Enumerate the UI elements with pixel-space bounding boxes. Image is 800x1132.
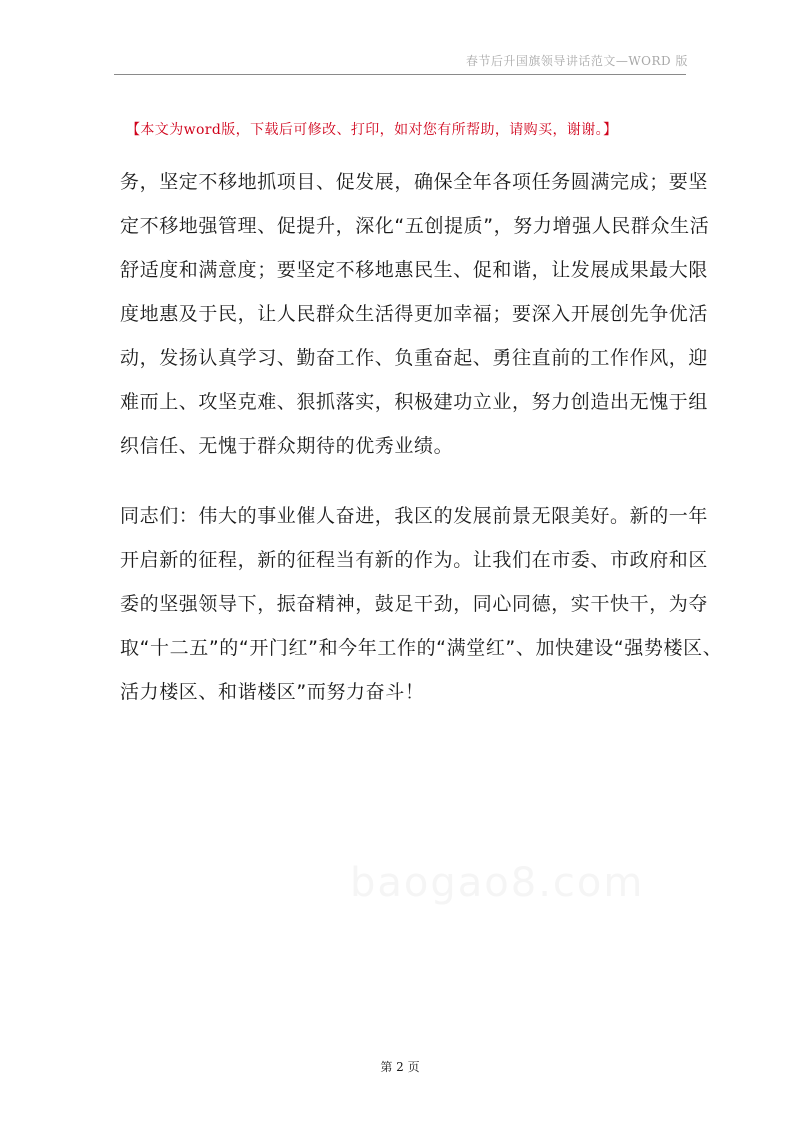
- site-watermark: baogao8.com: [350, 860, 645, 906]
- body-paragraph-2: [120, 494, 723, 714]
- paragraph-line: 务，坚定不移地抓项目、促发展，确保全年各项任务圆满完成；要坚: [120, 171, 709, 193]
- header-divider: [114, 74, 686, 75]
- page-number: 第 2 页: [380, 1060, 420, 1074]
- paragraph-line: 定不移地强管理、促提升，深化“五创提质”，努力增强人民群众生活: [120, 215, 710, 237]
- paragraph-line: 取“十二五”的“开门红”和今年工作的“满堂红”、加快建设“强势楼区、: [120, 637, 723, 659]
- paragraph-line: 同志们：伟大的事业催人奋进，我区的发展前景无限美好。新的一年: [120, 505, 709, 527]
- purchase-notice: 【本文为word版，下载后可修改、打印，如对您有所帮助，请购买，谢谢。】: [126, 122, 618, 138]
- paragraph-line: 活力楼区、和谐楼区”而努力奋斗！: [120, 681, 425, 703]
- paragraph-line: 动，发扬认真学习、勤奋工作、负重奋起、勇往直前的工作作风，迎: [120, 347, 709, 369]
- document-header-title: 春节后升国旗领导讲话范文—WORD 版: [465, 54, 688, 68]
- body-paragraph-1: [120, 160, 710, 468]
- paragraph-line: 织信任、无愧于群众期待的优秀业绩。: [120, 435, 454, 457]
- paragraph-line: 舒适度和满意度；要坚定不移地惠民生、促和谐，让发展成果最大限: [120, 259, 709, 281]
- paragraph-line: 开启新的征程，新的征程当有新的作为。让我们在市委、市政府和区: [120, 549, 709, 571]
- paragraph-line: 度地惠及于民，让人民群众生活得更加幸福；要深入开展创先争优活: [120, 303, 709, 325]
- paragraph-line: 委的坚强领导下，振奋精神，鼓足干劲，同心同德，实干快干，为夺: [120, 593, 709, 615]
- paragraph-line: 难而上、攻坚克难、狠抓落实，积极建功立业，努力创造出无愧于组: [120, 391, 709, 413]
